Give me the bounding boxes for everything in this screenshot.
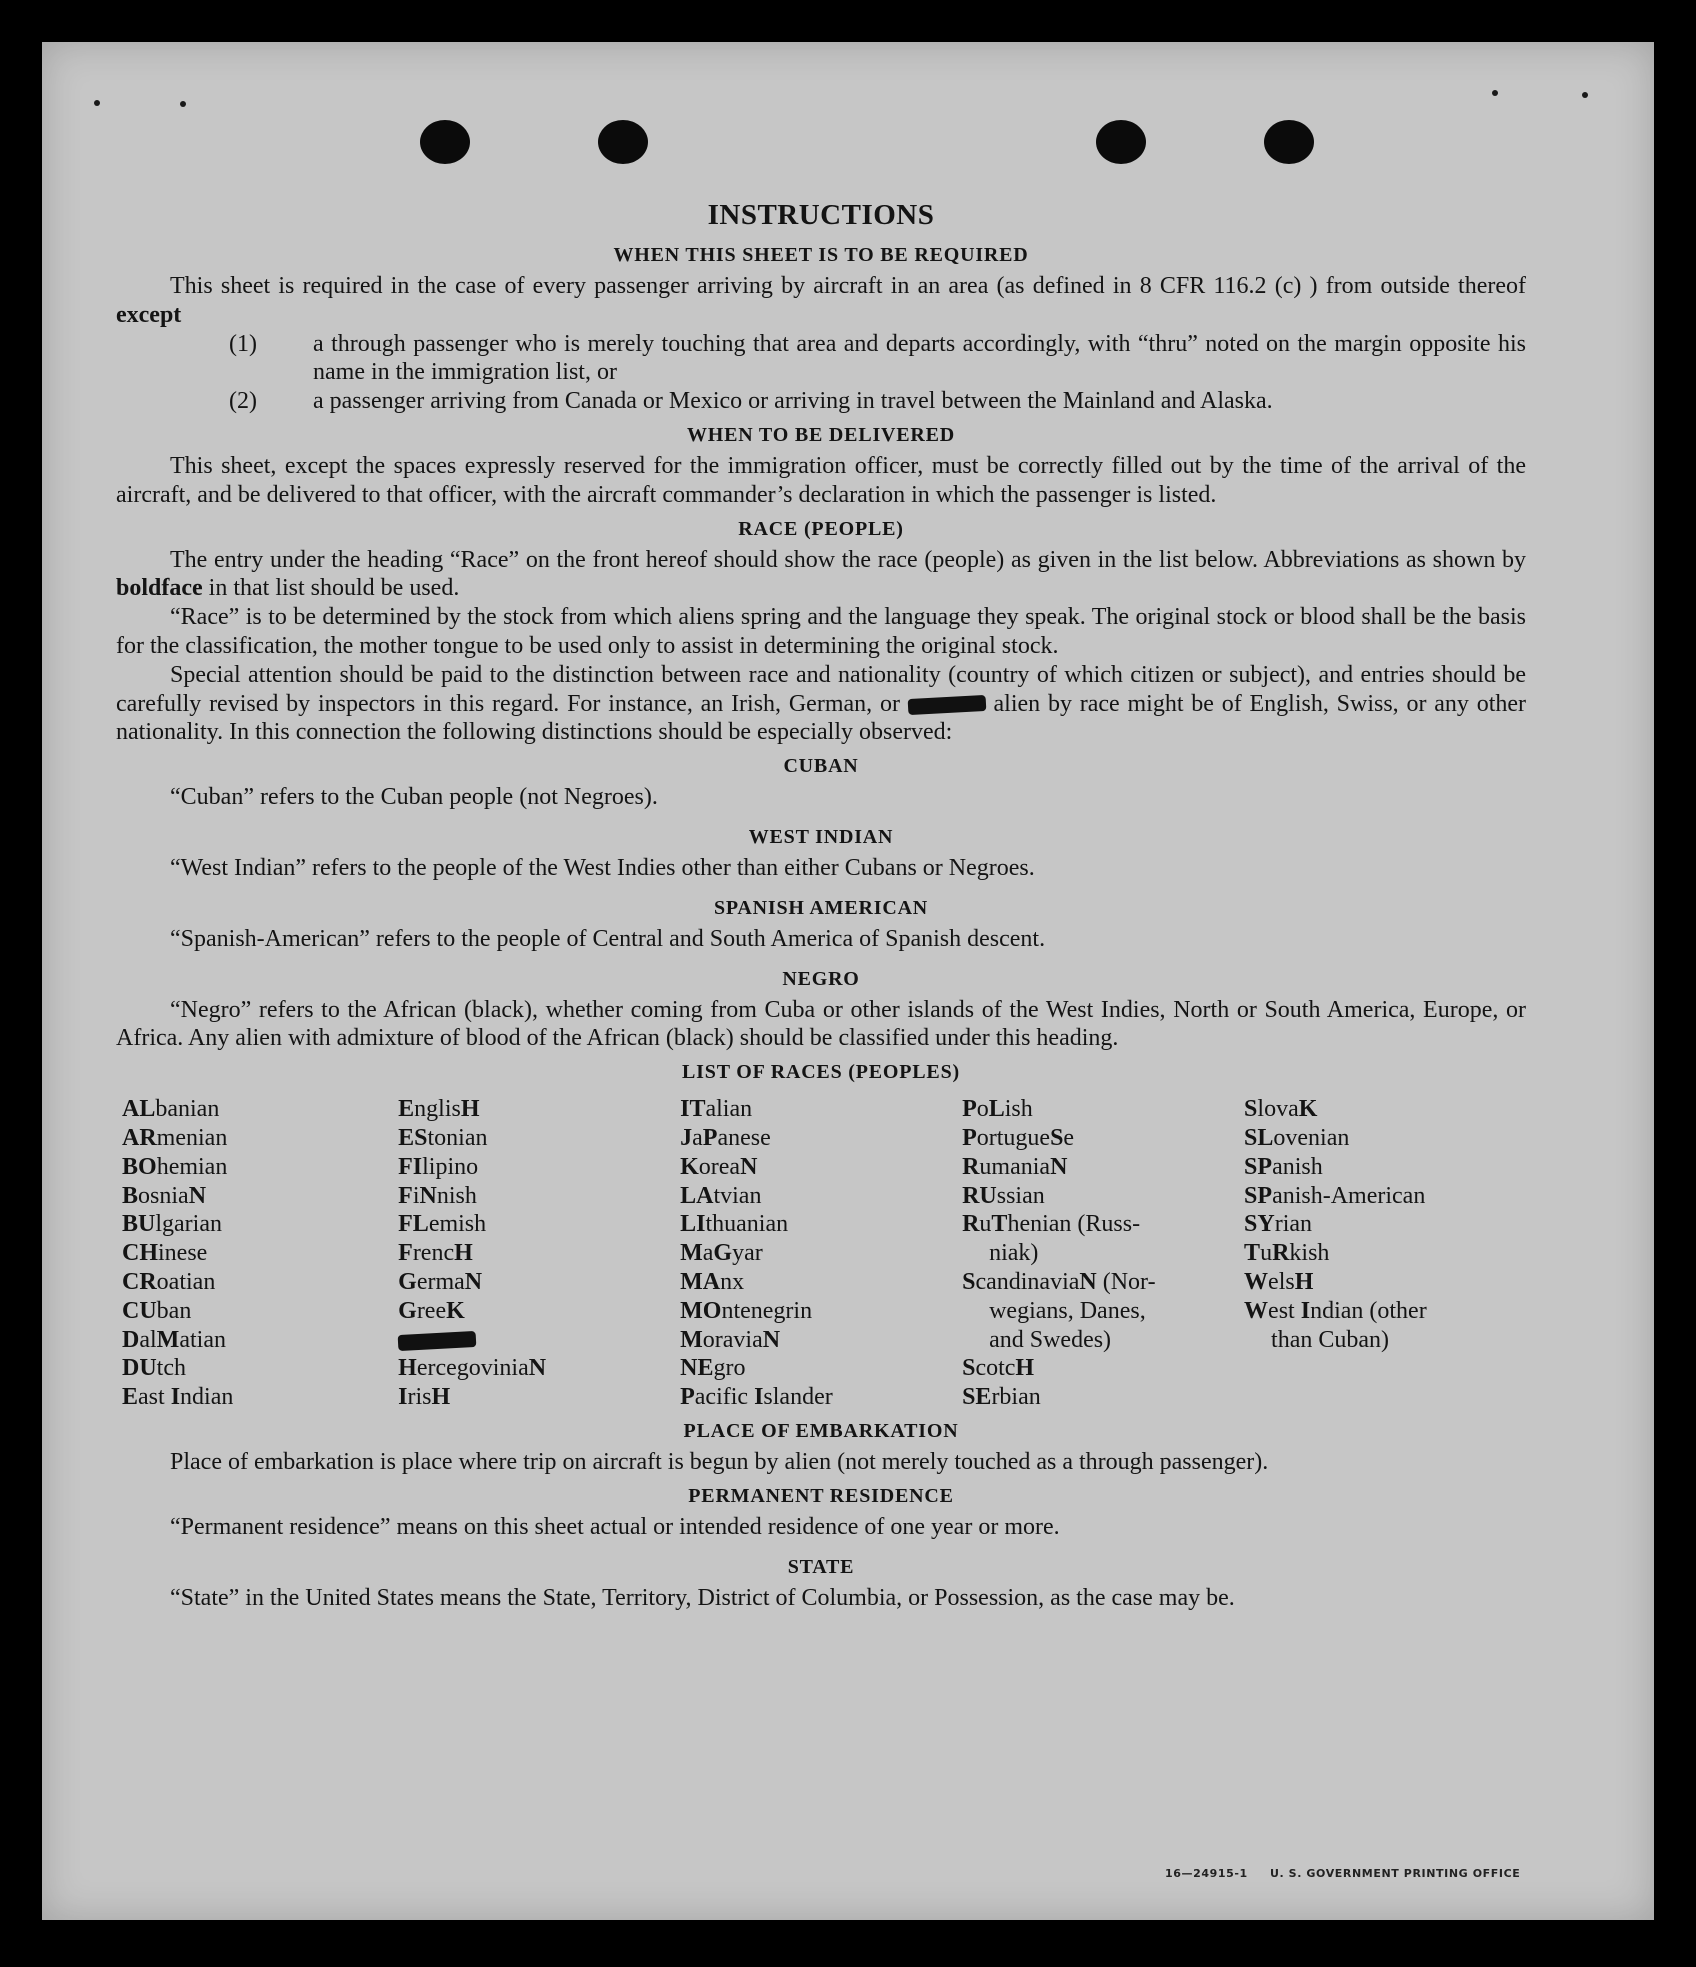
race-entry: ARmenian [122,1124,228,1151]
section-heading: WHEN TO BE DELIVERED [686,423,956,446]
race-list [116,1095,1526,1412]
race-entry: WelsH [1244,1268,1314,1295]
race-entry: SYrian [1244,1211,1313,1238]
race-entry: GreeK [398,1297,465,1324]
paragraph: “Permanent residence” means on this sheet actual or intended residence of one year or more. [170,1513,1060,1540]
race-entry: MaGyar [680,1240,763,1267]
race-entry: ScandinaviaN (Nor- [962,1268,1156,1295]
text: The entry under the heading “Race” on the front hereof should show the race (people) as given in the list below. Abbreviations as shown by [170,546,1526,573]
race-entry: TuRkish [1244,1240,1330,1267]
race-entry: PortugueSe [962,1124,1075,1151]
race-entry: CUban [122,1297,192,1324]
race-entry: HercegoviniaN [398,1355,547,1382]
race-entry: NEgro [680,1355,746,1382]
paragraph: “West Indian” refers to the people of the West Indies other than either Cubans or Negroes. [170,854,1035,881]
race-entry: MOntenegrin [680,1297,813,1324]
race-entry: FIlipino [398,1153,479,1180]
section-heading: SPANISH AMERICAN [713,896,929,919]
section-heading: PLACE OF EMBARKATION [683,1419,959,1442]
race-entry: LAtvian [680,1182,762,1209]
punch-hole [598,120,648,164]
race-entry: SlovaK [1244,1096,1318,1123]
race-entry: East Indian [122,1384,234,1411]
redaction-mark [907,695,986,715]
race-entry: LIthuanian [680,1211,789,1238]
race-entry: FrencH [398,1240,473,1267]
paragraph: “Spanish-American” refers to the people of Central and South America of Spanish descent. [170,925,1046,952]
race-entry: MAnx [680,1268,745,1295]
race-column [962,1095,1244,1412]
speck [1492,90,1498,96]
race-entry: SErbian [962,1384,1041,1411]
paragraph: “Cuban” refers to the Cuban people (not Negroes). [170,784,658,811]
text: This sheet is required in the case of every passenger arriving by aircraft in an area (as defined in 8 CFR 116.2 (c) ) from outside thereof [170,273,1526,299]
race-entry: JaPanese [680,1124,771,1151]
speck [1582,92,1588,98]
item-text: a through passenger who is merely touching that area and departs accordingly, with “thru” noted on the margin opposite his name in the immigration list, or [313,330,1526,386]
punch-hole [1264,120,1314,164]
race-entry: CHinese [122,1240,208,1267]
paragraph: “Negro” refers to the African (black), whether coming from Cuba or other islands of the West Indies, North or South America, Europe, or Africa. Any alien with admixture of blood of the African (black) should be classified under this heading. [116,996,1526,1052]
race-entry: SPanish [1244,1153,1323,1180]
paragraph [116,546,1526,604]
race-entry: KoreaN [680,1153,758,1180]
document-sheet [42,42,1654,1920]
race-entry: West Indian (other [1244,1297,1427,1324]
race-entry: than Cuban) [1271,1326,1390,1353]
race-column [680,1095,962,1412]
race-entry: FiNnish [398,1182,477,1209]
document-body [116,194,1526,1612]
bold-text: boldface [116,575,203,602]
race-entry: DalMatian [122,1326,226,1353]
race-column [398,1095,680,1412]
required-paragraph [116,272,1526,330]
paragraph: “State” in the United States means the State, Territory, District of Columbia, or Possession, as the case may be. [170,1584,1235,1611]
section-heading: NEGRO [782,967,860,990]
race-entry: SLovenian [1244,1124,1350,1151]
race-entry: RumaniaN [962,1153,1068,1180]
race-entry: SPanish-American [1244,1182,1426,1209]
section-heading: STATE [787,1555,855,1578]
item-number: (1) [229,330,257,357]
section-heading: WEST INDIAN [748,825,894,848]
page-title: INSTRUCTIONS [707,199,935,231]
section-heading: WHEN THIS SHEET IS TO BE REQUIRED [613,244,1029,266]
race-entry: RuThenian (Russ- [962,1211,1141,1238]
section-heading: LIST OF RACES (PEOPLES) [682,1061,960,1084]
race-entry: EStonian [398,1124,488,1151]
race-entry: BosniaN [122,1182,207,1209]
race-entry: niak) [989,1240,1039,1267]
race-entry: IrisH [398,1384,451,1411]
text: in that list should be used. [202,575,460,602]
race-entry: BOhemian [122,1153,228,1180]
race-column [116,1095,398,1412]
punch-hole [1096,120,1146,164]
race-entry: DUtch [122,1355,186,1382]
race-entry: FLemish [398,1211,487,1238]
item-text: a passenger arriving from Canada or Mexico or arriving in travel between the Mainland and Alaska. [313,388,1273,415]
punch-hole [420,120,470,164]
section-heading: RACE (PEOPLE) [738,517,904,540]
race-entry: ITalian [680,1096,753,1123]
race-entry: PoLish [962,1096,1033,1123]
race-entry: Pacific Islander [680,1384,833,1411]
race-entry: RUssian [962,1182,1045,1209]
redaction-mark [398,1331,477,1351]
section-heading: PERMANENT RESIDENCE [688,1484,954,1507]
race-entry: ScotcH [962,1355,1035,1382]
race-entry: GermaN [398,1268,483,1295]
race-entry: ALbanian [122,1096,220,1123]
exception-item [116,387,1526,416]
race-entry: EnglisH [398,1096,480,1123]
item-number: (2) [229,388,257,415]
bold-text: except [116,301,182,328]
speck [94,100,100,106]
paragraph: “Race” is to be determined by the stock from which aliens spring and the language they speak. The original stock or blood shall be the basis for the classification, the mother tongue to be used only to assist in determining the original stock. [116,604,1526,659]
race-entry: BUlgarian [122,1211,222,1238]
paragraph: Place of embarkation is place where trip on aircraft is begun by alien (not merely touched as a through passenger). [170,1448,1269,1475]
exception-item [116,330,1526,388]
paragraph [116,661,1526,747]
text: Special attention should be paid to the distinction between race and nationality (country of which citizen or subject), and entries should be carefully revised by inspectors in this regard. For instance, an Irish, German, or [116,661,1526,717]
printing-office-code: 16—24915-1 U. S. GOVERNMENT PRINTING OFFICE [1165,1867,1521,1880]
race-entry: MoraviaN [680,1326,781,1353]
race-entry: wegians, Danes, [989,1297,1146,1324]
text: alien by race might be of English, Swiss, or any other nationality. In this connection the following distinctions should be especially observed: [116,690,1527,746]
speck [180,101,186,107]
race-entry: and Swedes) [989,1326,1112,1353]
section-heading: CUBAN [783,755,859,778]
race-column [1244,1095,1526,1412]
race-entry [398,1326,680,1355]
paragraph: This sheet, except the spaces expressly reserved for the immigration officer, must be correctly filled out by the time of the arrival of the aircraft, and be delivered to that officer, with the aircraft commander’s declaration in which the passenger is listed. [116,452,1526,508]
race-entry: CRoatian [122,1268,216,1295]
